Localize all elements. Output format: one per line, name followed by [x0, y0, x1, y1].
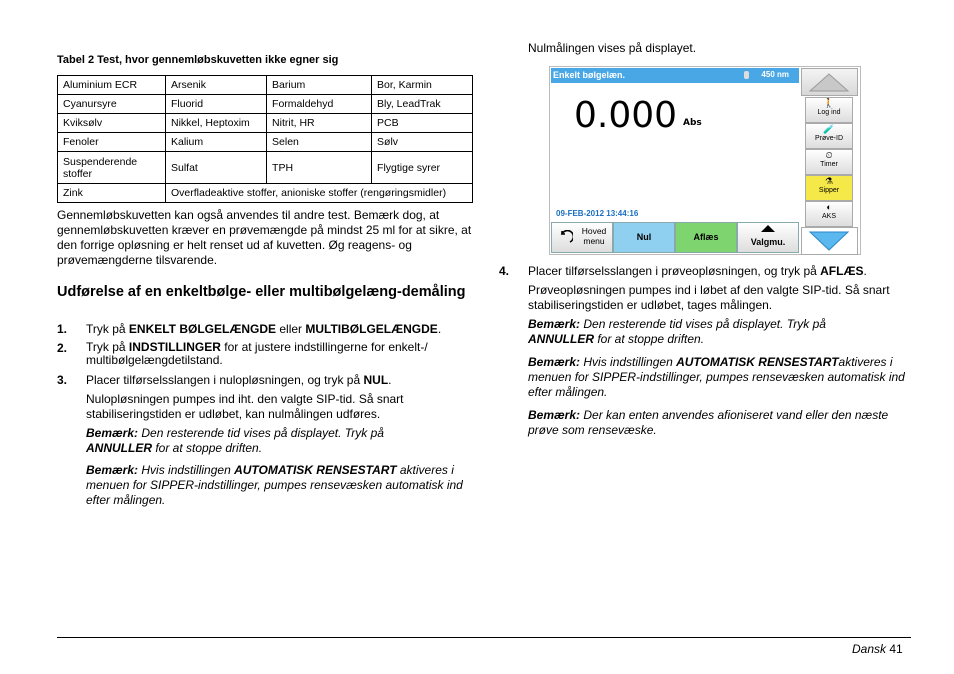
- arrow-up-icon: [802, 69, 857, 95]
- intro-paragraph: Gennemløbskuvetten kan også anvendes til andre test. Bemærk dog, at gennemløbskuvetten kræver en prøvemængde på mindst 25 ml for at sikre, at den forrige opløsning er helt renset ud af kuvetten. Øg reagens- og prøvemængderne tilsvarende.: [57, 208, 472, 267]
- table-cell: Arsenik: [166, 76, 267, 95]
- incompatible-tests-table: [57, 75, 473, 203]
- sipper-icon: ⚗: [824, 176, 834, 186]
- step-1-text: Tryk på ENKELT BØLGELÆNGDE eller MULTIBØLGELÆNGDE.: [86, 322, 442, 336]
- table-row: [58, 152, 473, 184]
- table-row: [58, 95, 473, 114]
- table-cell: Kalium: [166, 133, 267, 152]
- note-remaining-time-2: Bemærk: Den resterende tid vises på displayet. Tryk på ANNULLER for at stoppe driften.: [528, 317, 826, 346]
- step-2-number: 2.: [57, 341, 68, 355]
- back-arrow-icon: [557, 230, 573, 246]
- table-cell: Sulfat: [166, 152, 267, 184]
- display-title-bar: [551, 68, 799, 83]
- step-3-text: Placer tilførselsslangen i nulopløsningen, og tryk på NUL.: [86, 373, 392, 387]
- table-row: [58, 133, 473, 152]
- table-cell: Zink: [58, 184, 166, 203]
- side-panel: [800, 68, 858, 252]
- step-4-text: Placer tilførselsslangen i prøveopløsningen, og tryk på AFLÆS.: [528, 264, 867, 278]
- note-rinse-liquid: Bemærk: Der kan enten anvendes afioniseret vand eller den næste prøve som rensevæske.: [528, 408, 889, 437]
- absorbance-value: 0.000: [574, 95, 678, 136]
- footer-rule: [57, 637, 911, 638]
- table-cell: Nitrit, HR: [267, 114, 372, 133]
- table-row: [58, 114, 473, 133]
- sample-icon: 🧪: [823, 124, 835, 134]
- section-heading: Udførelse af en enkeltbølge- eller multibølgelæng-demåling: [57, 284, 466, 300]
- wavelength-readout: 450 nm: [761, 70, 789, 79]
- table-cell: Formaldehyd: [267, 95, 372, 114]
- table-cell: PCB: [372, 114, 473, 133]
- bottom-toolbar: [551, 222, 799, 252]
- note-auto-rinse-2: Bemærk: Hvis indstillingen AUTOMATISK RENSESTARTaktiveres i menuen for SIPPER-indstillinger, pumpes rensevæsken automatisk ind efter målingen.: [528, 355, 905, 399]
- table-cell: Flygtige syrer: [372, 152, 473, 184]
- options-button[interactable]: Valgmu.: [737, 222, 799, 253]
- table-cell: Sølv: [372, 133, 473, 152]
- table-cell: Aluminium ECR: [58, 76, 166, 95]
- table-row: [58, 76, 473, 95]
- table-cell: Fluorid: [166, 95, 267, 114]
- table-row: [58, 184, 473, 203]
- step-3-detail: Nulopløsningen pumpes ind iht. den valgte SIP-tid. Så snart stabiliseringstiden er udløbet, kan nulmålingen udføres.: [86, 392, 404, 421]
- step-4-number: 4.: [499, 264, 510, 278]
- table-cell: Bly, LeadTrak: [372, 95, 473, 114]
- timer-icon: ⏲: [825, 150, 833, 160]
- aqa-button[interactable]: ◐ AKS: [805, 201, 853, 227]
- table-cell: Suspenderende stoffer: [58, 152, 166, 184]
- scroll-up-button[interactable]: [801, 68, 858, 96]
- login-button[interactable]: 🚶 Log ind: [805, 97, 853, 123]
- main-menu-button[interactable]: Hoved menu: [551, 222, 613, 253]
- timer-button[interactable]: ⏲ Timer: [805, 149, 853, 175]
- table-cell: Kviksølv: [58, 114, 166, 133]
- read-button[interactable]: Aflæs: [675, 222, 737, 253]
- sample-id-button[interactable]: 🧪 Prøve-ID: [805, 123, 853, 149]
- person-icon: 🚶: [823, 98, 835, 108]
- cuvette-icon: [744, 71, 749, 79]
- step-1-number: 1.: [57, 322, 68, 336]
- arrow-down-icon: [802, 228, 857, 254]
- date-time: 09-FEB-2012 13:44:16: [556, 209, 639, 218]
- zero-button[interactable]: Nul: [613, 222, 675, 253]
- aqa-icon: ◐: [826, 202, 832, 212]
- note-remaining-time: Bemærk: Den resterende tid vises på displayet. Tryk på ANNULLER for at stoppe driften.: [86, 426, 384, 455]
- instrument-display: [549, 66, 861, 255]
- absorbance-unit: Abs: [683, 118, 702, 128]
- table-cell: Nikkel, Heptoxim: [166, 114, 267, 133]
- mode-title: Enkelt bølgelæn.: [553, 70, 626, 80]
- table-cell: Cyanursyre: [58, 95, 166, 114]
- step-3-number: 3.: [57, 373, 68, 387]
- sipper-button[interactable]: ⚗ Sipper: [805, 175, 853, 201]
- note-auto-rinse: Bemærk: Hvis indstillingen AUTOMATISK RENSESTART aktiveres i menuen for SIPPER-indstillinger, pumpes rensevæsken automatisk ind efter målingen.: [86, 463, 463, 507]
- display-caption: Nulmålingen vises på displayet.: [528, 41, 697, 55]
- table-cell: Overfladeaktive stoffer, anioniske stoffer (rengøringsmidler): [166, 184, 473, 203]
- footer: Dansk 41: [852, 642, 903, 656]
- table-cell: Barium: [267, 76, 372, 95]
- scroll-down-button[interactable]: [801, 227, 858, 255]
- table-cell: Selen: [267, 133, 372, 152]
- table-caption: Tabel 2 Test, hvor gennemløbskuvetten ikke egner sig: [57, 54, 339, 66]
- step-2-text: Tryk på INDSTILLINGER for at justere indstillingerne for enkelt-/ multibølgelængdetilstand.: [86, 340, 428, 367]
- table-cell: Fenoler: [58, 133, 166, 152]
- step-4-detail: Prøveopløsningen pumpes ind i løbet af den valgte SIP-tid. Så snart stabiliseringstiden er udløbet, tages målingen.: [528, 283, 890, 312]
- caret-up-icon: [761, 225, 775, 233]
- table-cell: TPH: [267, 152, 372, 184]
- table-cell: Bor, Karmin: [372, 76, 473, 95]
